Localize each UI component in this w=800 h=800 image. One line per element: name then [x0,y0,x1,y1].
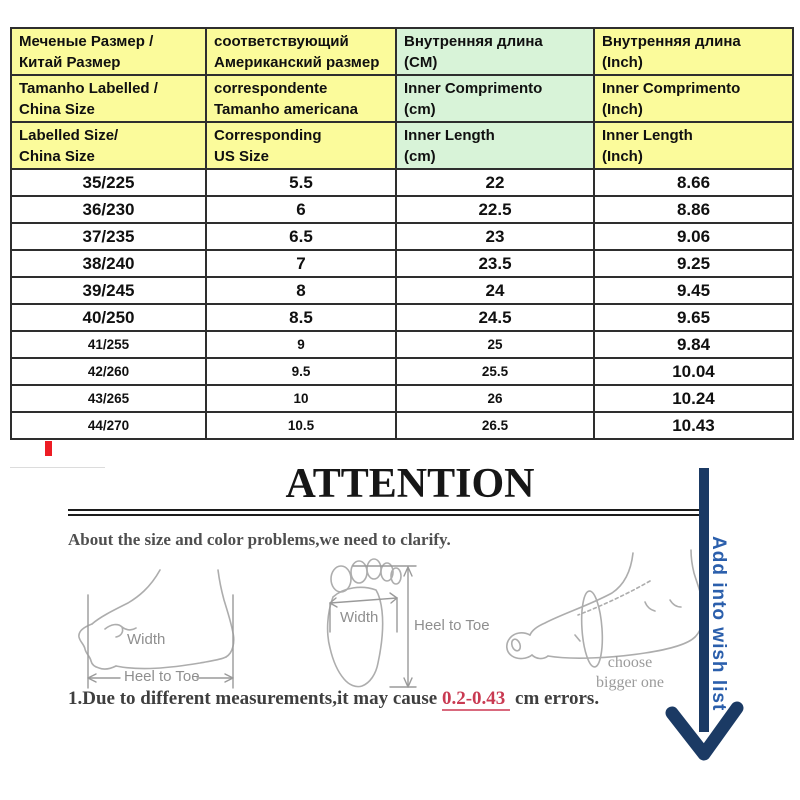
header-line: Inner Comprimento [602,79,741,97]
header-cell [11,75,206,122]
table-row [11,277,793,304]
size-cell: 10.24 [594,385,793,412]
table-row [11,331,793,358]
header-line: Tamanho americana [214,100,358,118]
cropped-cell-edge [10,467,105,468]
header-line: US Size [214,147,270,165]
header-cell [594,75,793,122]
size-cell: 9.5 [206,358,396,385]
header-line: (Inch) [602,53,643,71]
size-cell: 36/230 [11,196,206,223]
heel-to-toe-label-side: Heel to Toe [124,668,200,685]
size-cell: 38/240 [11,250,206,277]
size-cell: 43/265 [11,385,206,412]
foot-side-view-icon [79,570,234,669]
header-row-portuguese [11,75,793,122]
width-label-sole: Width [340,609,379,626]
header-line: Внутренняя длина [602,32,741,50]
size-cell: 9.06 [594,223,793,250]
header-cell [206,28,396,75]
header-row-english [11,122,793,169]
header-cell [206,122,396,169]
size-cell: 9.65 [594,304,793,331]
header-line: Inner Length [602,126,693,144]
header-cell [11,28,206,75]
table-row [11,412,793,439]
size-cell: 6 [206,196,396,223]
size-cell: 26.5 [396,412,594,439]
attention-title: ATTENTION [285,461,535,507]
header-line: соответствующий [214,32,349,50]
measurement-error-note [68,688,599,710]
header-line: Labelled Size/ [19,126,119,144]
header-cell [594,28,793,75]
note-prefix: 1.Due to different measurements,it may cause [68,688,442,709]
size-cell: 40/250 [11,304,206,331]
attention-subtitle: About the size and color problems,we need to clarify. [68,530,451,549]
size-cell: 8.5 [206,304,396,331]
red-mark [45,441,52,456]
header-cell [396,28,594,75]
header-cell [11,122,206,169]
double-underline [68,509,700,516]
size-cell: 44/270 [11,412,206,439]
size-cell: 6.5 [206,223,396,250]
size-cell: 9.45 [594,277,793,304]
header-line: correspondente [214,79,328,97]
note-highlight: 0.2-0.43 [442,688,510,711]
size-cell: 7 [206,250,396,277]
size-cell: 9.25 [594,250,793,277]
size-cell: 24 [396,277,594,304]
header-line: (cm) [404,100,436,118]
table-row [11,385,793,412]
size-cell: 26 [396,385,594,412]
header-cell [396,122,594,169]
size-cell: 35/225 [11,169,206,196]
size-cell: 24.5 [396,304,594,331]
header-line: (Inch) [602,100,643,118]
note-suffix: cm errors. [510,688,600,709]
header-line: China Size [19,147,95,165]
size-cell: 37/235 [11,223,206,250]
size-cell: 8 [206,277,396,304]
header-cell [206,75,396,122]
header-line: Внутренняя длина [404,32,543,50]
header-line: Corresponding [214,126,322,144]
header-cell [396,75,594,122]
heel-to-toe-label-sole: Heel to Toe [414,617,490,634]
header-line: Китай Размер [19,53,121,71]
width-label-side: Width [127,631,166,648]
size-cell: 25.5 [396,358,594,385]
table-row [11,169,793,196]
size-cell: 9.84 [594,331,793,358]
size-cell: 8.66 [594,169,793,196]
size-cell: 39/245 [11,277,206,304]
size-conversion-table [10,27,794,440]
size-cell: 5.5 [206,169,396,196]
header-line: (CM) [404,53,438,71]
header-line: (cm) [404,147,436,165]
size-cell: 22.5 [396,196,594,223]
size-cell: 8.86 [594,196,793,223]
size-cell: 23.5 [396,250,594,277]
sole-measure-icon [330,566,416,687]
size-cell: 10.43 [594,412,793,439]
header-row-russian [11,28,793,75]
size-cell: 10.04 [594,358,793,385]
size-cell: 9 [206,331,396,358]
size-cell: 22 [396,169,594,196]
header-line: (Inch) [602,147,643,165]
size-cell: 23 [396,223,594,250]
header-line: Inner Comprimento [404,79,543,97]
header-line: Американский размер [214,53,380,71]
size-cell: 25 [396,331,594,358]
choose-label-line1: choose [607,654,653,671]
choose-label-line2: bigger one [596,674,664,691]
header-cell [594,122,793,169]
size-cell: 10.5 [206,412,396,439]
header-line: China Size [19,100,95,118]
table-row [11,304,793,331]
header-line: Inner Length [404,126,495,144]
size-cell: 10 [206,385,396,412]
size-cell: 41/255 [11,331,206,358]
table-row [11,358,793,385]
table-row [11,250,793,277]
header-line: Tamanho Labelled / [19,79,158,97]
table-row [11,196,793,223]
size-cell: 42/260 [11,358,206,385]
table-row [11,223,793,250]
add-to-wish-list-label: Add into wish list [708,536,729,712]
header-line: Меченые Размер / [19,32,154,50]
